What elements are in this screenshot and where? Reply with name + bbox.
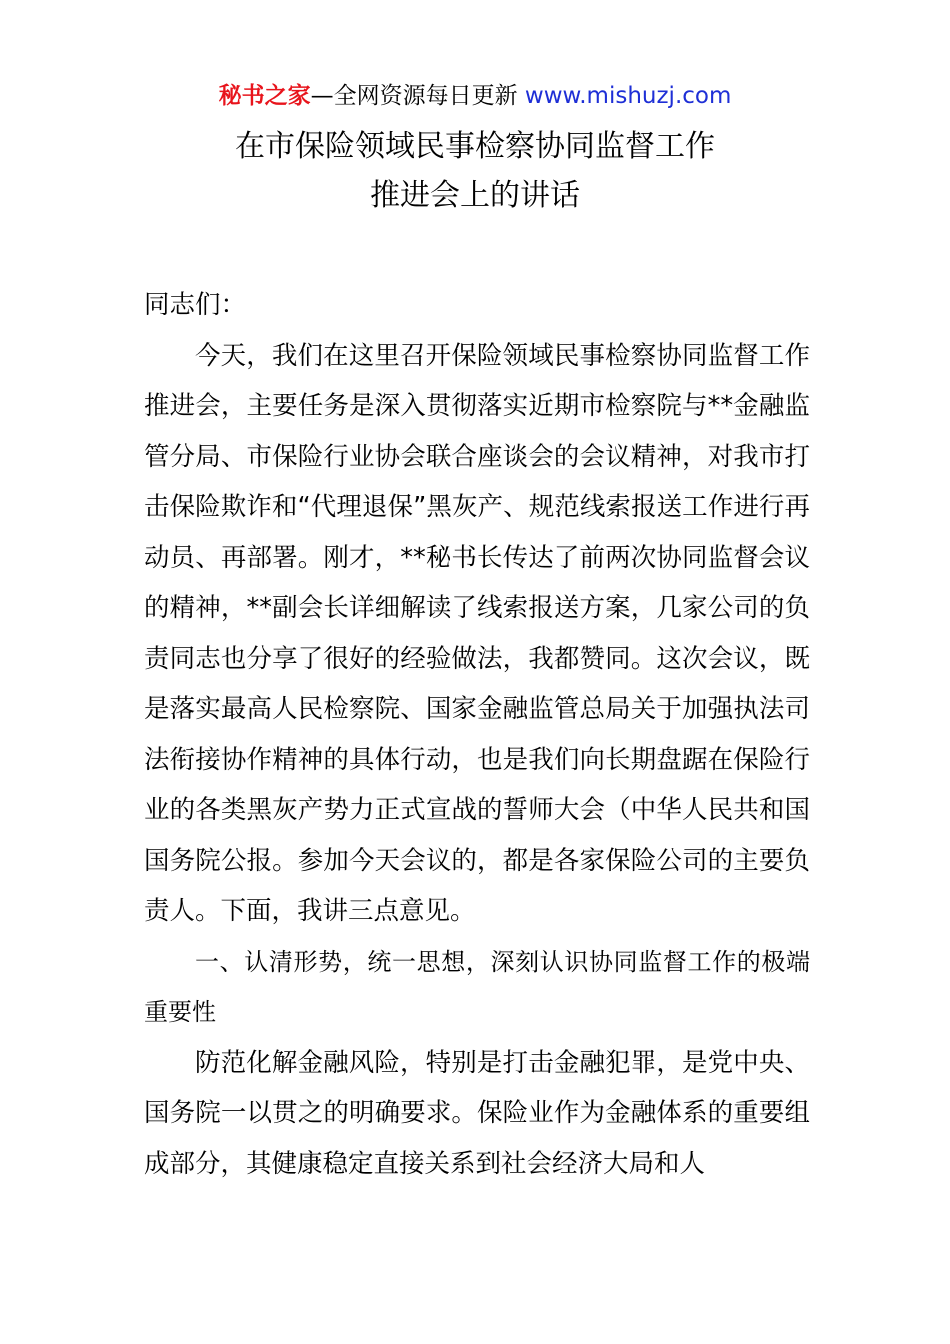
site-url[interactable]: www.mishuzj.com — [524, 83, 732, 109]
document-title-line-1: 在市保险领域民事检察协同监督工作 — [235, 129, 715, 164]
section-heading: 一、认清形势，统一思想，深刻认识协同监督工作的极端重要性 — [144, 947, 810, 1026]
body-paragraph: 今天，我们在这里召开保险领域民事检察协同监督工作推进会，主要任务是深入贯彻落实近期市检察院与**金融监管分局、市保险行业协会联合座谈会的会议精神，对我市打击保险欺诈和“代理退保”黑灰产、规范线索报送工作进行再动员、再部署。刚才，**秘书长传达了前两次协同监督会议的精神，**副会长详细解读了线索报送方案，几家公司的负责同志也分享了很好的经验做法，我都赞同。这次会议，既是落实最高人民检察院、国家金融监管总局关于加强执法司法衔接协作精神的具体行动，也是我们向长期盘踞在保险行业的各类黑灰产势力正式宣战的誓师大会（中华人民共和国国务院公报。参加今天会议的，都是各家保险公司的主要负责人。下面，我讲三点意见。 — [144, 340, 810, 926]
body-paragraph: 防范化解金融风险，特别是打击金融犯罪，是党中央、国务院一以贯之的明确要求。保险业作为金融体系的重要组成部分，其健康稳定直接关系到社会经济大局和人 — [144, 1047, 810, 1179]
document-body — [144, 280, 810, 1189]
document-title-line-2: 推进会上的讲话 — [370, 178, 580, 213]
brand-name: 秘书之家 — [218, 83, 311, 109]
site-banner — [0, 80, 950, 112]
banner-slogan: —全网资源每日更新 — [310, 83, 525, 109]
salutation: 同志们： — [144, 290, 247, 320]
